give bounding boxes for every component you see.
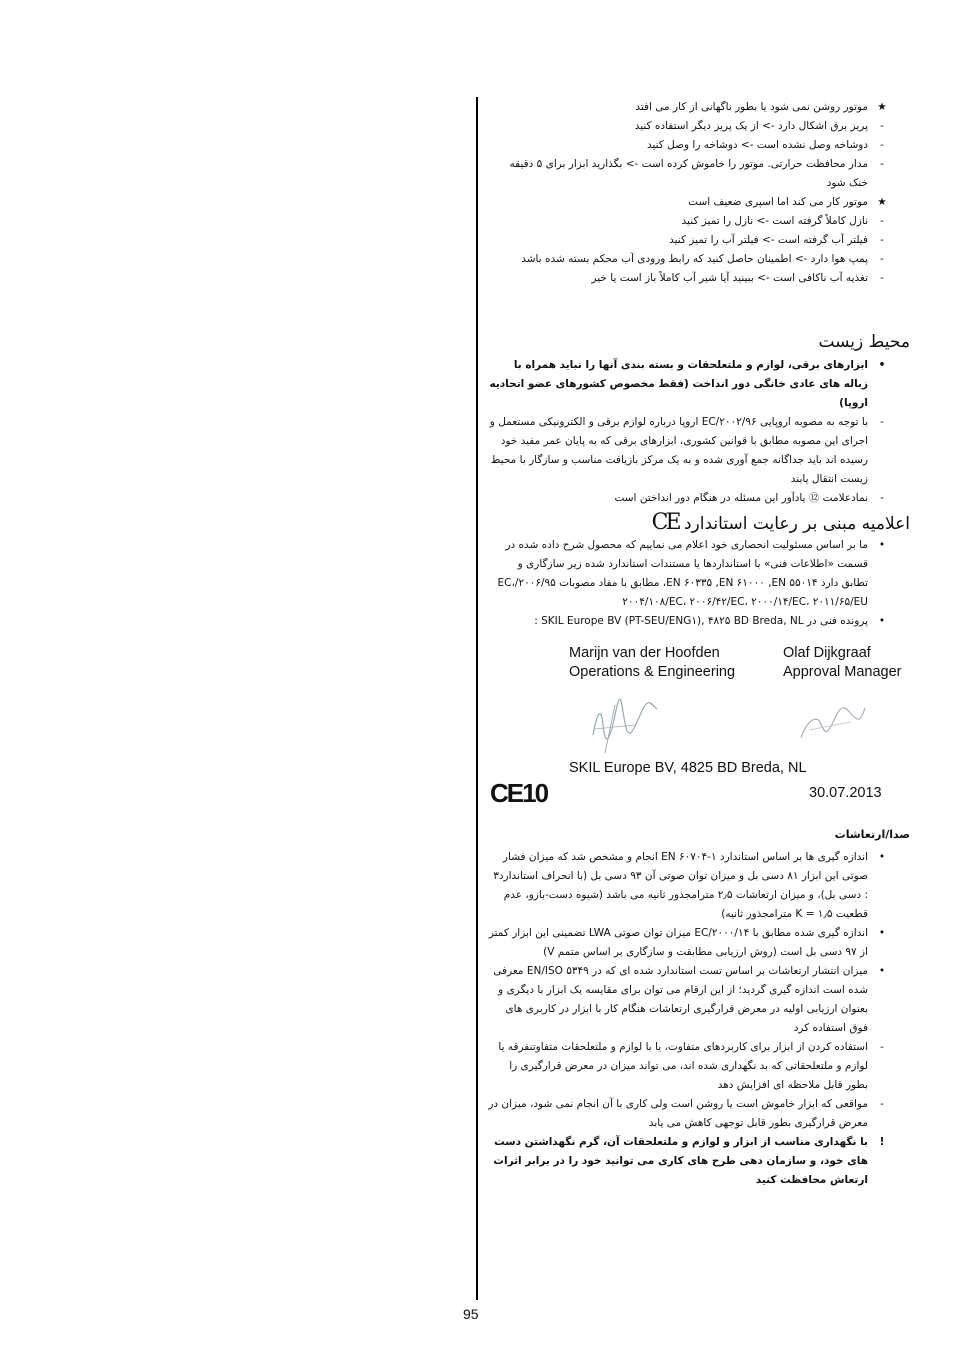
signature-right-icon xyxy=(795,700,870,745)
noise-list xyxy=(488,848,890,1190)
dot-bullet-icon: • xyxy=(878,359,886,371)
dot-bullet-icon: • xyxy=(878,965,886,977)
signature-left-icon xyxy=(585,695,665,757)
list-item: فیلتر آب گرفته است -> فیلتر آب را تمیز کنید xyxy=(669,234,868,246)
dash-bullet-icon: - xyxy=(880,139,884,151)
list-item: موتور روشن نمی شود یا بطور ناگهانی از کار می افتد xyxy=(635,101,868,113)
page-number: 95 xyxy=(463,1306,479,1322)
list-item: نازل کاملاً گرفته است -> نازل را تمیز کنید xyxy=(681,215,868,227)
list-item: مدار محافظت حرارتی. موتور را خاموش کرده است -> بگذارید ابزار برای ۵ دقیقه خنک شود xyxy=(509,158,868,189)
list-item: ما بر اساس مسئولیت انحصاری خود اعلام می نماییم که محصول شرح داده شده در قسمت «اطلاعات فنی» با استانداردها یا مستندات استاندارد شده زیر سازگاری و تطابق دارد EN ۶۰۳۳۵ ,EN ۶۱۰۰۰ ,EN ۵۵۰۱۴، مطابق با مفاد مصوبات ۲۰۰۶/۹۵/EC، ۲۰۰۴/۱۰۸/EC، ۲۰۰۶/۴۲/EC، ۲۰۰۰/۱۴/EC، ۲۰۱۱/۶۵/EU xyxy=(497,539,868,608)
signatory-name: Olaf Dijkgraaf xyxy=(783,645,871,661)
dot-bullet-icon: • xyxy=(878,927,886,939)
list-item: اندازه گیری شده مطابق با ۲۰۰۰/۱۴/EC میزان توان صوتی LWA تضمینی این ابزار کمتر از ۹۷ دسی بل است (روش ارزیابی مطابقت و سازگاری بر اساس متمم V) xyxy=(488,927,868,958)
dot-bullet-icon: • xyxy=(878,851,886,863)
list-item: دوشاخه وصل نشده است -> دوشاخه را وصل کنید xyxy=(646,139,868,151)
signatory-right xyxy=(783,644,902,682)
star-bullet-icon: ★ xyxy=(877,101,887,113)
dash-bullet-icon: - xyxy=(880,1098,884,1110)
dash-bullet-icon: - xyxy=(880,272,884,284)
dot-bullet-icon: • xyxy=(878,615,886,627)
dash-bullet-icon: - xyxy=(880,158,884,170)
dash-bullet-icon: - xyxy=(880,492,884,504)
section-title-noise: صدا/ارتعاشات xyxy=(834,828,910,841)
dash-bullet-icon: - xyxy=(880,1041,884,1053)
list-item: با نگهداری مناسب از ابزار و لوازم و ملتعلحقات آن، گرم نگهداشتن دست های خود، و سازمان دهی طرح های کاری می توانید خود را در برابر اثرات ارتعاش محافظت کنید xyxy=(493,1136,868,1186)
list-item: پریز برق اشکال دارد -> از یک پریز دیگر استفاده کنید xyxy=(634,120,868,132)
section-title-environment: محیط زیست xyxy=(818,332,910,352)
company-address: SKIL Europe BV, 4825 BD Breda, NL xyxy=(569,760,807,776)
ce-mark-icon: CE xyxy=(651,510,679,535)
conformity-list xyxy=(488,536,890,631)
list-item: پرونده فنی در SKIL Europe BV (PT-SEU/ENG۱), ۴۸۲۵ BD Breda, NL : xyxy=(534,615,868,627)
column-divider xyxy=(476,97,478,1300)
environment-list xyxy=(488,356,890,508)
list-item: استفاده کردن از ابزار برای کاربردهای متفاوت، یا با لوازم و ملتعلحقات متفاوتنفرقه یا لوازم و ملتعلحقاتی که بد نگهداری شده اند، می تواند میزان در معرض قرارگیری را بطور قابل ملاحظه ای افزایش دهد xyxy=(498,1041,868,1091)
dash-bullet-icon: - xyxy=(880,253,884,265)
star-bullet-icon: ★ xyxy=(877,196,887,208)
section-title-conformity xyxy=(488,510,910,535)
dash-bullet-icon: - xyxy=(880,215,884,227)
conformity-title-text: اعلامیه مبنی بر رعایت استاندارد xyxy=(683,514,910,534)
signatory-role: Approval Manager xyxy=(783,664,902,680)
list-item: ابزارهای برقی، لوازم و ملتعلحقات و بسته بندی آنها را نباید همراه با زباله های عادی خانگی دور انداخت (فقط مخصوص کشورهای عضو اتحادیه اروپا) xyxy=(489,359,868,409)
signatory-name: Marijn van der Hoofden xyxy=(569,645,720,661)
list-item: اندازه گیری ها بر اساس استاندارد EN ۶۰۷۰۴-۱ انجام و مشخص شد که میزان فشار صوتی این ابزار ۸۱ دسی بل و میزان توان صوتی آن ۹۳ دسی بل (با انحراف استاندارد۳ : دسی بل)، و میزان ارتعاشات ۲٫۵ مترامجذور ثانیه می باشد (شیوه دست-بازو، عدم قطعیت K = ۱٫۵ مترامجذور ثانیه) xyxy=(493,851,868,920)
dot-bullet-icon: • xyxy=(878,539,886,551)
warning-bullet-icon: ! xyxy=(879,1136,885,1148)
signatory-left xyxy=(569,644,735,682)
troubleshooting-list xyxy=(488,98,890,288)
declaration-date: 30.07.2013 xyxy=(809,785,882,801)
list-item: نمادعلامت ⑫ یادآور این مسئله در هنگام دور انداختن است xyxy=(614,492,868,504)
list-item: میزان انتشار ارتعاشات بر اساس تست استاندارد شده ای که در EN/ISO ۵۳۴۹ معرفی شده است اندازه گیری گردید؛ از این ارقام می توان برای مقایسه یک ابزار با دیگری و بعنوان ارزیابی اولیه در معرض قرارگیری ارتعاشات هنگام کار با ابزار در کاربری های فوق استفاده کرد xyxy=(493,965,868,1034)
signatory-role: Operations & Engineering xyxy=(569,664,736,680)
list-item: با توجه به مصوبه اروپایی ۲۰۰۲/۹۶/EC اروپا درباره لوازم برقی و الکترونیکی مستعمل و اجرای این مصوبه مطابق با قوانین کشوری، ابزارهای برقی که به پایان عمر مفید خود رسیده اند باید جداگانه جمع آوری شده و به یک مرکز بازیافت مناسب و سازگار با محیط زیست انتقال یابند xyxy=(489,416,868,485)
dash-bullet-icon: - xyxy=(880,120,884,132)
list-item: موتور کار می کند اما اسپری ضعیف است xyxy=(688,196,868,208)
dash-bullet-icon: - xyxy=(880,234,884,246)
list-item: مواقعی که ابزار خاموش است یا روشن است ولی کاری با آن انجام نمی شود، میزان در معرض قرارگیری بطور قابل توجهی کاهش می یابد xyxy=(488,1098,868,1129)
dash-bullet-icon: - xyxy=(880,416,884,428)
ce10-mark: CE10 xyxy=(490,778,548,808)
list-item: تغذیه آب ناکافی است -> ببینید آیا شیر آب کاملاً باز است یا خیر xyxy=(591,272,868,284)
list-item: پمپ هوا دارد -> اطمینان حاصل کنید که رابط ورودی آب محکم بسته شده باشد xyxy=(521,253,868,265)
